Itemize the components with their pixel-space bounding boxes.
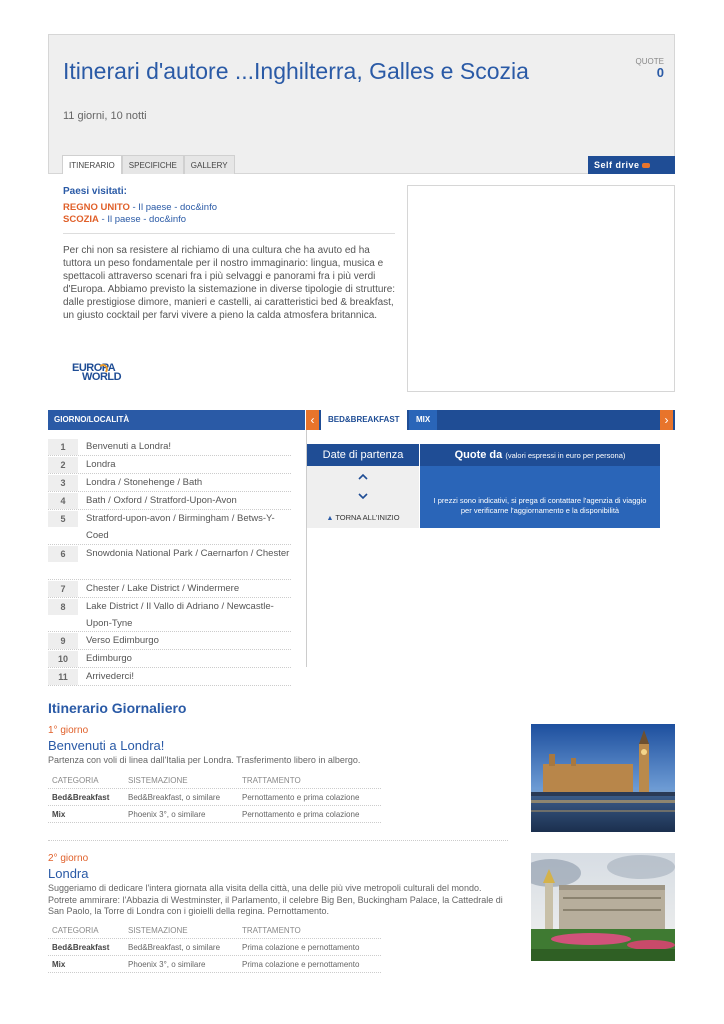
accommodation-tab-bar: [306, 410, 675, 430]
table-row[interactable]: [48, 632, 291, 650]
cell-trattamento: Prima colazione e pernottamento: [242, 943, 360, 952]
tab-gallery[interactable]: GALLERY: [184, 155, 235, 174]
table-row[interactable]: [48, 438, 291, 456]
day-location[interactable]: Edimburgo: [86, 653, 132, 664]
cell-trattamento: Prima colazione e pernottamento: [242, 960, 360, 969]
self-drive-badge: [588, 156, 675, 174]
table-row[interactable]: [48, 474, 291, 492]
cell-sistemazione: Phoenix 3°, o similare: [128, 810, 206, 819]
cell-categoria: Bed&Breakfast: [52, 943, 110, 952]
accommodation-table: [48, 922, 381, 973]
day-location[interactable]: Snowdonia National Park / Caernarfon / Chester: [86, 548, 290, 559]
quote-header-note: (valori espressi in euro per persona): [505, 451, 626, 460]
country-info-links[interactable]: - Il paese - doc&info: [98, 214, 187, 225]
europa-world-logo: [72, 362, 134, 386]
cell-sistemazione: Bed&Breakfast, o similare: [128, 943, 221, 952]
chevron-down-icon[interactable]: [357, 490, 369, 502]
day-number: 10: [48, 651, 78, 667]
quote-header-label: Quote da: [454, 449, 503, 461]
table-row[interactable]: [48, 492, 291, 510]
day-number: 11: [48, 669, 78, 685]
table-row[interactable]: [48, 545, 291, 580]
day-number: 8: [48, 599, 78, 615]
col-sistemazione: SISTEMAZIONE: [128, 776, 188, 785]
day-number: 4: [48, 493, 78, 509]
cell-categoria: Mix: [52, 960, 66, 969]
day-location[interactable]: Benvenuti a Londra!: [86, 441, 172, 452]
col-categoria: CATEGORIA: [52, 926, 99, 935]
logo-line1: EUROPA: [72, 362, 116, 374]
page-title: Itinerari d'autore ...Inghilterra, Galles e Scozia: [63, 58, 529, 84]
day-location[interactable]: Bath / Oxford / Stratford-Upon-Avon: [86, 495, 237, 506]
visited-countries-title: Paesi visitati:: [63, 186, 127, 197]
day-number: 6: [48, 546, 78, 562]
back-to-top-label: TORNA ALL'INIZIO: [335, 513, 400, 522]
cell-trattamento: Pernottamento e prima colazione: [242, 793, 360, 802]
table-row[interactable]: [48, 580, 291, 598]
price-notice: I prezzi sono indicativi, si prega di contattare l'agenzia di viaggio per verificarne l'aggiornamento e la disponibilità: [420, 466, 660, 528]
country-info-links[interactable]: - Il paese - doc&info: [129, 202, 217, 213]
logo-line2: WORLD: [82, 371, 122, 383]
day-location[interactable]: Lake District / Il Vallo di Adriano / Newcastle-Upon-Tyne: [86, 601, 274, 629]
tab-specifiche[interactable]: SPECIFICHE: [122, 155, 184, 174]
daily-itinerary-title: Itinerario Giornaliero: [48, 700, 187, 716]
logo-swoosh-icon: [98, 364, 108, 374]
next-arrow-icon[interactable]: ›: [660, 410, 673, 430]
self-drive-label: Self drive: [594, 160, 640, 170]
map-panel[interactable]: [407, 185, 675, 392]
table-row[interactable]: [48, 668, 291, 686]
day-location[interactable]: Arrivederci!: [86, 671, 135, 682]
visited-country-row: [63, 202, 217, 213]
date-selector: [307, 466, 419, 528]
cell-categoria: Bed&Breakfast: [52, 793, 110, 802]
trip-duration: 11 giorni, 10 notti: [63, 110, 147, 122]
day-number: 7: [48, 581, 78, 597]
table-row[interactable]: [48, 598, 291, 632]
quote-header: [419, 444, 660, 466]
day-label: 2° giorno: [48, 853, 89, 864]
day-number: 9: [48, 633, 78, 649]
table-row: [48, 806, 381, 823]
col-trattamento: TRATTAMENTO: [242, 926, 301, 935]
day-label: 1° giorno: [48, 725, 89, 736]
tab-itinerario[interactable]: ITINERARIO: [62, 155, 122, 174]
day-description: Partenza con voli di linea dall'Italia per Londra. Trasferimento libero in albergo.: [48, 755, 361, 765]
day-number: 5: [48, 511, 78, 527]
section-tabs: [48, 155, 235, 174]
table-row: [48, 939, 381, 956]
day-number: 2: [48, 457, 78, 473]
buckingham-palace-photo: [531, 853, 675, 961]
chevron-up-icon[interactable]: [357, 471, 369, 483]
london-big-ben-photo: [531, 724, 675, 832]
car-icon: [642, 163, 650, 168]
table-row[interactable]: [48, 510, 291, 545]
trip-header: [48, 34, 675, 174]
trip-description: Per chi non sa resistere al richiamo di una cultura che ha avuto ed ha tuttora un peso fondamentale per il nostro immaginario: lingua, musica e spettacoli attraverso scenari fra i più selvaggi e panorami fra i più verdi d'Europa. Abbiamo previsto la sistemazione in diverse tipologie di strutture: dalle prestigiose dimore, manieri e castelli, ai caratteristici bed & breakfast, un giusto cocktail per farvi vivere a pieno la calda atmosfera britannica.: [63, 245, 396, 321]
prev-arrow-icon[interactable]: ‹: [306, 410, 319, 430]
day-number: 1: [48, 439, 78, 455]
day-location[interactable]: Londra: [86, 459, 116, 470]
visited-country-row: [63, 214, 186, 225]
table-header-row: [48, 922, 381, 939]
col-categoria: CATEGORIA: [52, 776, 99, 785]
day-location[interactable]: Chester / Lake District / Windermere: [86, 583, 240, 594]
day-title: Londra: [48, 866, 89, 881]
accommodation-table: [48, 772, 381, 823]
country-link[interactable]: REGNO UNITO: [63, 202, 130, 213]
day-location[interactable]: Stratford-upon-avon / Birmingham / Betws-Y-Coed: [86, 513, 275, 541]
divider: [63, 233, 395, 234]
quote-label: QUOTE: [635, 57, 664, 66]
departure-dates-header: Date di partenza: [307, 444, 419, 466]
day-number: 3: [48, 475, 78, 491]
col-trattamento: TRATTAMENTO: [242, 776, 301, 785]
tab-bed-breakfast[interactable]: BED&BREAKFAST: [321, 410, 407, 430]
tab-mix[interactable]: MIX: [409, 410, 437, 430]
col-sistemazione: SISTEMAZIONE: [128, 926, 188, 935]
cell-sistemazione: Phoenix 3°, o similare: [128, 960, 206, 969]
table-row: [48, 956, 381, 973]
divider: [48, 840, 508, 841]
table-row: [48, 789, 381, 806]
triangle-up-icon: ▲: [326, 515, 336, 522]
cell-sistemazione: Bed&Breakfast, o similare: [128, 793, 221, 802]
country-link[interactable]: SCOZIA: [63, 214, 99, 225]
day-title: Benvenuti a Londra!: [48, 738, 165, 753]
cell-trattamento: Pernottamento e prima colazione: [242, 810, 360, 819]
table-row[interactable]: [48, 650, 291, 668]
quote-count: 0: [656, 65, 664, 80]
table-header-row: [48, 772, 381, 789]
back-to-top-link[interactable]: [307, 513, 419, 522]
itinerary-header: GIORNO/LOCALITÀ: [48, 410, 305, 430]
cell-categoria: Mix: [52, 810, 66, 819]
day-description: Suggeriamo di dedicare l'intera giornata alla visita della città, una delle più vive metropoli culturali del mondo. Potrete ammirare: l'Abbazia di Westminster, il Parlamento, il celebre Big Ben, Buckingham Palace, la Cattedrale di San Paolo, la Torre di Londra con i gioielli della regina. Pernottamento.: [48, 883, 503, 916]
table-row[interactable]: [48, 456, 291, 474]
day-location[interactable]: Londra / Stonehenge / Bath: [86, 477, 203, 488]
day-location[interactable]: Verso Edimburgo: [86, 635, 159, 646]
